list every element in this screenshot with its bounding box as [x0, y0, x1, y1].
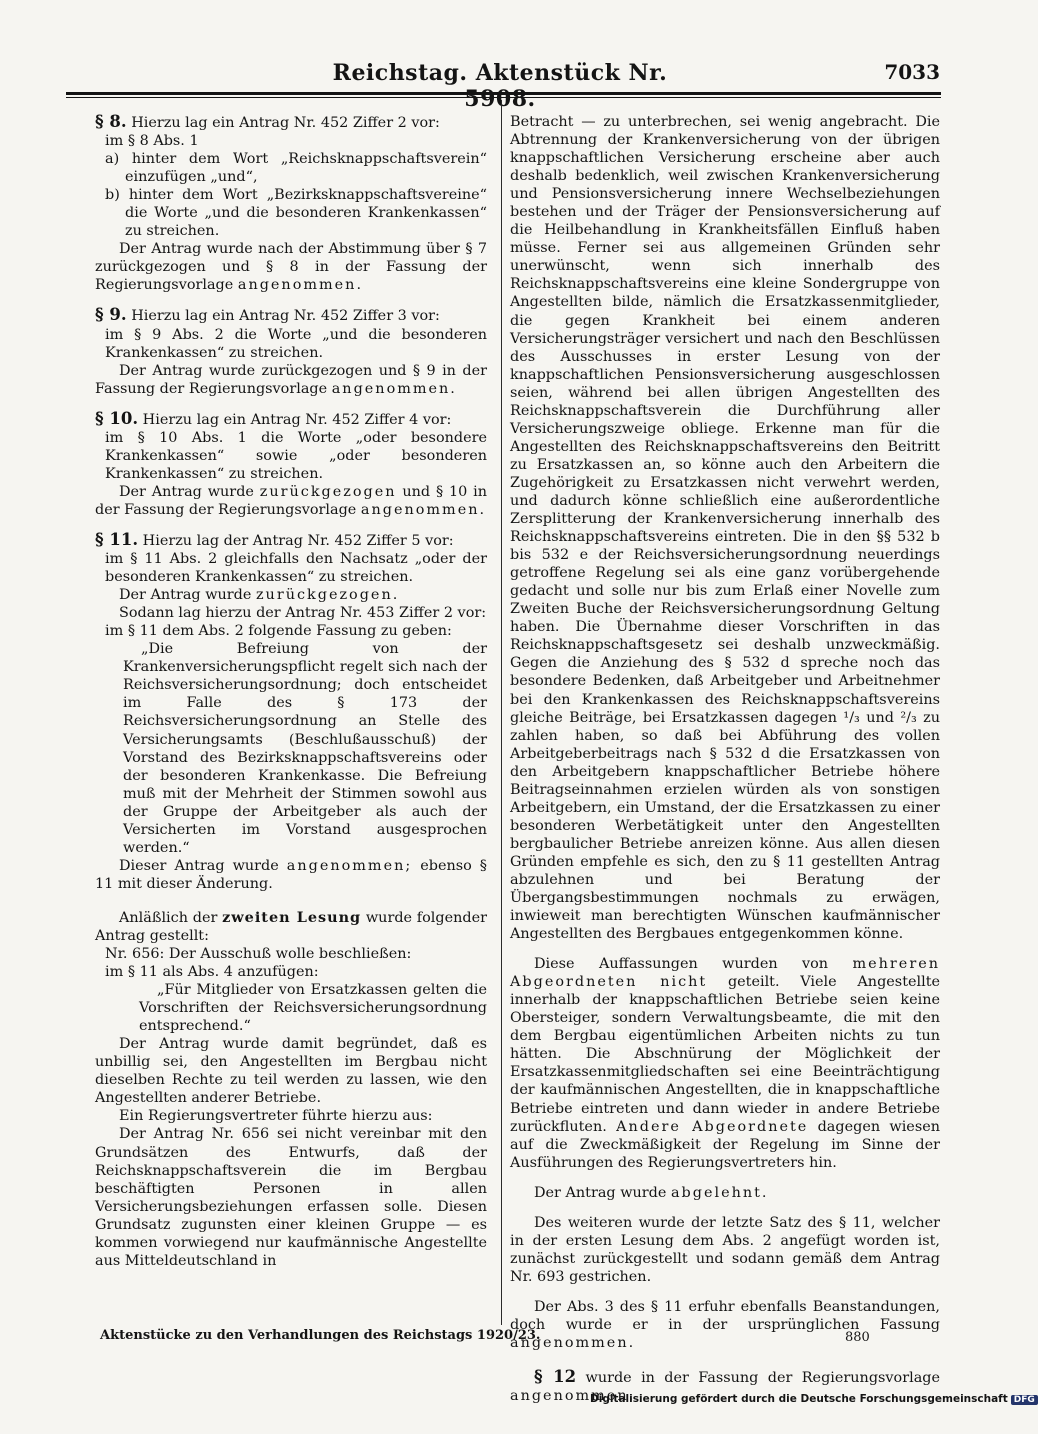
section-11-result: Der Antrag wurde zurückgezogen.	[119, 587, 400, 604]
section-10-result: Der Antrag wurde zurückgezogen und § 10 in der Fassung der Regierungsvorlage angenommen.	[95, 483, 487, 518]
section-8-item-a: a) hinter dem Wort „Reichsknappschaftsverein“ einzufügen „und“,	[105, 151, 487, 186]
left-column	[95, 113, 487, 1270]
section-8-ref: im § 8 Abs. 1	[105, 133, 199, 150]
right-paragraph-4: Des weiteren wurde der letzte Satz des § 11, welcher in der ersten Lesung dem Abs. 2 angefügt worden ist, zunächst zurückgestellt und sodann gemäß dem Antrag Nr. 693 gestrichen.	[510, 1214, 940, 1285]
section-11-quote: „Die Befreiung von der Krankenversicherungspflicht regelt sich nach der Reichsversicherungsordnung; doch entscheidet im Falle des § 173 der Reichsversicherungsordnung an Stelle des Versicherungsamts (Beschlußausschuß) der Vorstand des Bezirksknappschaftsvereins oder der besonderen Krankenkasse. Die Befreiung muß mit der Mehrheit der Stimmen sowohl aus der Gruppe der Arbeitgeber als auch der Versicherten im Vorstand ausgesprochen werden.“	[123, 641, 487, 856]
section-11-second-ref: im § 11 dem Abs. 2 folgende Fassung zu geben:	[105, 623, 452, 640]
column-divider	[501, 100, 502, 1325]
section-8-lead: § 8.	[95, 112, 127, 131]
section-8-item-b: b) hinter dem Wort „Bezirksknappschaftsvereine“ die Worte „und die besonderen Krankenkassen“ zu streichen.	[105, 187, 487, 240]
section-9-lead: § 9.	[95, 305, 127, 325]
page-number: 7033	[884, 60, 940, 84]
motion-656-quote: „Für Mitglieder von Ersatzkassen gelten die Vorschriften der Reichsversicherungsordnung entsprechend.“	[139, 982, 487, 1035]
right-paragraph-1: Betracht — zu unterbrechen, sei wenig angebracht. Die Abtrennung der Krankenversicherung von der übrigen knappschaftlichen Versicherung erscheine aber auch deshalb bedenklich, weil zwischen Krankenversicherung und Pensionsversicherung innere Wechselbeziehungen bestehen und der Träger der Pensionsversicherung auf die Heilbehandlung in Krankheitsfällen Einfluß haben müsse. Ferner sei aus allgemeinen Gründen sehr unerwünscht, wenn sich innerhalb des Reichsknappschaftsvereins eine kleine Sondergruppe von Angestellten bilde, nämlich die Ersatzkassenmitglieder, die gegen Krankheit bei einem anderen Versicherungsträger versichert und nach den Beschlüssen des Ausschusses in erster Lesung von der knappschaftlichen Pensionsversicherung ausgeschlossen seien, während bei allen übrigen Angestellten des Reichsknappschaftsverein die Durchführung aller Versicherungszweige obliege. Erkenne man für die Angestellten des Reichsknappschaftsvereins den Beitritt zu Ersatzkassen an, so könne auch den Arbeitern die Zugehörigkeit zu Ersatzkassen nicht verwehrt werden, und dadurch könne schließlich eine außerordentliche Zersplitterung der Krankenversicherung innerhalb des Reichsknappschaftsvereins eintreten. Die in den §§ 532 b bis 532 e der Reichsversicherungsordnung neuerdings getroffene Regelung sei als eine ganz vorübergehende gedacht und solle nur bis zum Erlaß einer Novelle zum Zweiten Buche der Reichsversicherungsordnung Geltung haben. Die Übernahme dieser Vorschriften in das Reichsknappschaftsgesetz sei deshalb unzweckmäßig. Gegen die Anziehung des § 532 d spreche noch das besondere Bedenken, daß Arbeitgeber und Arbeitnehmer bei den Krankenkassen des Reichsknappschaftsvereins gleiche Beiträge, bei Ersatzkassen dagegen ¹/₃ und ²/₃ zu zahlen haben, so daß bei Abführung des vollen Arbeitgeberbeitrags nach § 532 d die Ersatzkassen von den Arbeitgebern knappschaftlicher Betriebe höhere Beitragseinnahmen erzielen würden als von sonstigen Arbeitgebern, ein Umstand, der die Ersatzkassen zu einer besonderen Werbetätigkeit unter den Angestellten bergbaulicher Betriebe anreizen könne. Aus allen diesen Gründen empfehle es sich, den zu § 11 gestellten Antrag abzulehnen und bei Beratung der Übergangsbestimmungen nochmals zu erwägen, inwieweit man berechtigten Wünschen kaufmännischer Angestellten des Bergbaues entgegenkommen könne.	[510, 114, 940, 943]
second-reading-intro: Anläßlich der zweiten Lesung wurde folgender Antrag gestellt:	[95, 908, 487, 944]
section-9-intro: § 9. Hierzu lag ein Antrag Nr. 452 Ziffer 3 vor:	[95, 305, 440, 325]
running-header-title: Reichstag. Aktenstück Nr. 5908.	[332, 60, 668, 112]
section-10-text: im § 10 Abs. 1 die Worte „oder besondere Krankenkassen“ sowie „oder besonderen Krankenkassen“ zu streichen.	[105, 429, 487, 482]
footer-sheet-number: 880	[845, 1330, 870, 1345]
right-paragraph-3: Der Antrag wurde abgelehnt.	[534, 1184, 769, 1201]
header-rule-thick	[66, 92, 941, 95]
section-12-lead: § 12	[534, 1367, 577, 1387]
government-intro: Ein Regierungsvertreter führte hierzu aus:	[119, 1108, 433, 1125]
dfg-logo: DFG	[1011, 1395, 1038, 1405]
section-9-result: Der Antrag wurde zurückgezogen und § 9 in der Fassung der Regierungsvorlage angenommen.	[95, 362, 487, 397]
motion-656: Nr. 656: Der Ausschuß wolle beschließen:	[105, 946, 412, 963]
section-11-text: im § 11 Abs. 2 gleichfalls den Nachsatz „oder der besonderen Krankenkassen“ zu streichen.	[105, 551, 487, 586]
section-11-second-result: Dieser Antrag wurde angenommen; ebenso § 11 mit dieser Änderung.	[95, 857, 487, 892]
section-11-lead: § 11.	[95, 529, 139, 549]
section-8-result: Der Antrag wurde nach der Abstimmung über § 7 zurückgezogen und § 8 in der Fassung der Regierungsvorlage angenommen.	[95, 241, 487, 294]
section-11-second-intro: Sodann lag hierzu der Antrag Nr. 453 Ziffer 2 vor:	[119, 605, 487, 622]
section-8-intro: § 8. Hierzu lag ein Antrag Nr. 452 Ziffer 2 vor:	[95, 112, 440, 131]
section-10-intro: § 10. Hierzu lag ein Antrag Nr. 452 Ziffer 4 vor:	[95, 408, 452, 428]
right-paragraph-2: Diese Auffassungen wurden von mehreren Abgeordneten nicht geteilt. Viele Angestellte innerhalb der knappschaftlichen Betriebe seien keine Obersteiger, sondern Verwaltungsbeamte, die mit den dem Bergbau eigentümlichen Arbeiten nichts zu tun hätten. Die Abschnürung der Möglichkeit der Ersatzkassenmitgliedschaften sei eine Beeinträchtigung der kaufmännischen Angestellten, die in knappschaftliche Betriebe eintreten und dann wieder in andere Betriebe zurückfluten. Andere Abgeordnete dagegen wiesen auf die Zweckmäßigkeit der Regelung im Sinne der Ausführungen des Regierungsvertreters hin.	[510, 956, 940, 1171]
footer-source: Aktenstücke zu den Verhandlungen des Reichstags 1920/23.	[100, 1328, 541, 1343]
digitization-credit: Digitalisierung gefördert durch die Deutsche Forschungsgemeinschaft DFG	[590, 1393, 970, 1405]
motion-656-ref: im § 11 als Abs. 4 anzufügen:	[105, 964, 319, 981]
section-11-intro: § 11. Hierzu lag der Antrag Nr. 452 Ziffer 5 vor:	[95, 529, 454, 549]
right-paragraph-5: Der Abs. 3 des § 11 erfuhr ebenfalls Beanstandungen, doch wurde er in der ursprünglichen Fassung angenommen.	[510, 1298, 940, 1352]
government-text: Der Antrag Nr. 656 sei nicht vereinbar mit den Grundsätzen des Entwurfs, daß der Reichsknappschaftsverein die im Bergbau beschäftigten Personen in allen Versicherungsbeziehungen erfassen solle. Diesen Grundsatz zugunsten einer kleinen Gruppe — es kommen vorwiegend nur kaufmännische Angestellte aus Mitteldeutschland in	[95, 1126, 487, 1269]
right-column	[510, 113, 940, 1405]
motion-656-reason: Der Antrag wurde damit begründet, daß es unbillig sei, den Angestellten im Bergbau nicht dieselben Rechte zu teil werden zu lassen, wie den Angestellten anderer Betriebe.	[95, 1036, 487, 1107]
section-9-text: im § 9 Abs. 2 die Worte „und die besonderen Krankenkassen“ zu streichen.	[105, 326, 487, 361]
section-12: § 12 wurde in der Fassung der Regierungsvorlage angenommen.	[510, 1367, 941, 1405]
section-10-lead: § 10.	[95, 408, 139, 428]
header-rule-thin	[66, 97, 941, 98]
